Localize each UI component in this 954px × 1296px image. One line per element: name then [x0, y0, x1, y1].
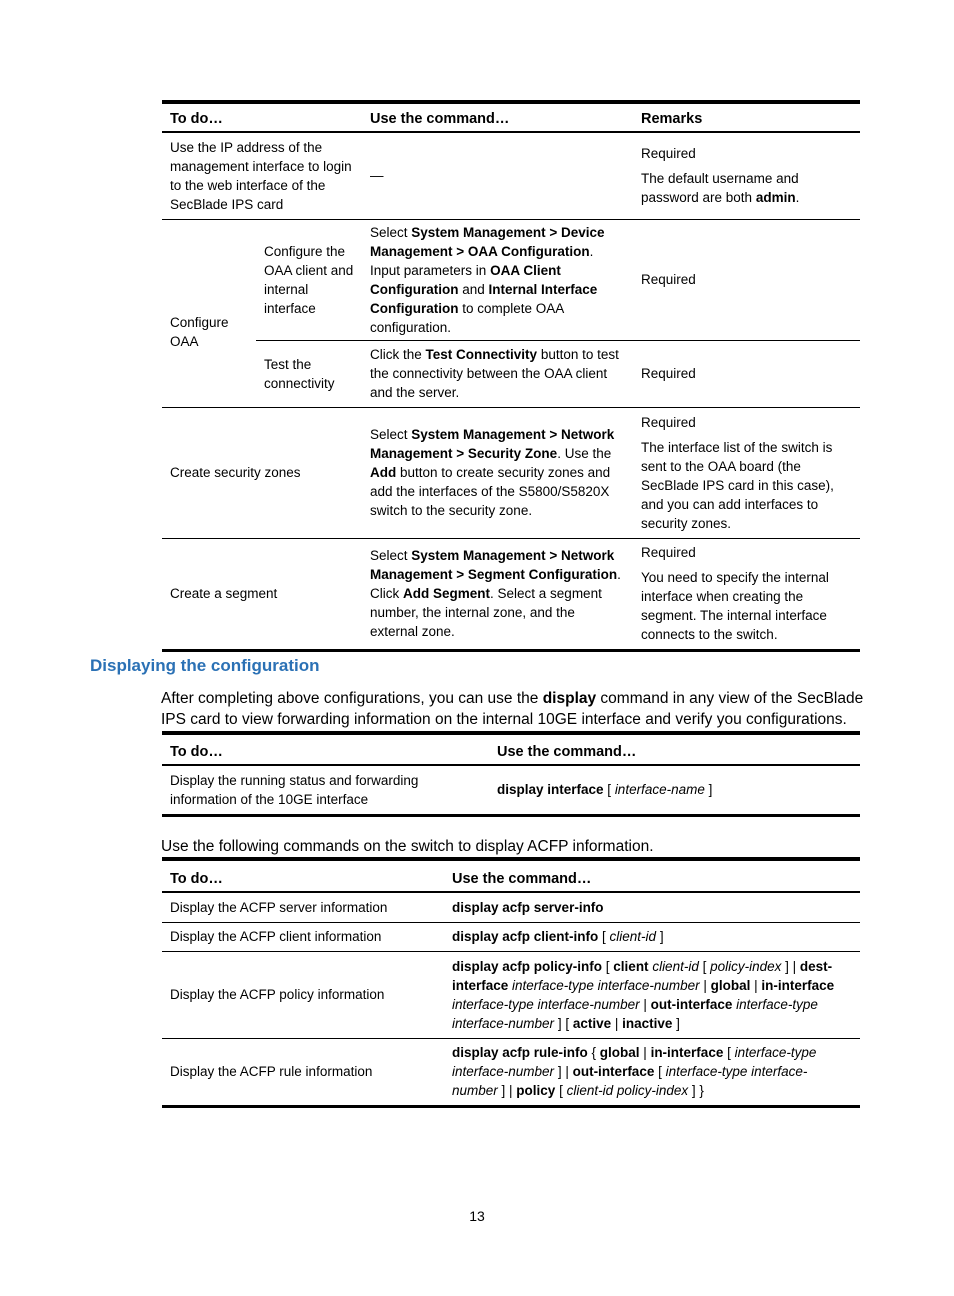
row-command: display acfp client-info [ client-id ] [452, 929, 664, 944]
header-todo: To do… [170, 871, 223, 887]
table-row [162, 951, 860, 1038]
section-title: Displaying the configuration [90, 656, 320, 675]
remark-text: You need to specify the internal interface when creating the segment. The internal interface connects to the switch. [641, 570, 829, 642]
table-header-row [162, 102, 860, 132]
table-row [162, 407, 860, 538]
row-command: display acfp policy-info [ client client-id [ policy-index ] | dest-interface interface-type interface-number | global | in-interface interface-type interface-number | out-interface interface-type interface-number ] [ active | inactive ] [452, 958, 835, 1031]
table-row [162, 340, 860, 407]
header-command: Use the command… [370, 111, 510, 127]
table-row [162, 765, 860, 815]
table-row [162, 219, 860, 340]
row-todo: Display the ACFP server information [170, 899, 388, 915]
row-remarks [633, 407, 860, 538]
table-row [162, 922, 860, 951]
row-todo: Display the ACFP client information [170, 929, 382, 944]
header-command: Use the command… [497, 744, 637, 760]
row-command: Click the Test Connectivity button to test the connectivity between the OAA client and the server. [370, 347, 619, 400]
remark-text: The default username and password are both admin. [641, 171, 800, 206]
row-todo: Create a segment [170, 586, 278, 601]
row-todo: Test the connectivity [264, 356, 335, 391]
table-row [162, 538, 860, 650]
row-command: Select System Management > Network Management > Segment Configuration. Click Add Segment. Select a segment number, the internal zone, and the external zone. [370, 548, 621, 639]
table-row [162, 132, 860, 219]
row-command: — [370, 168, 384, 184]
table-row [162, 892, 860, 922]
page-number: 13 [469, 1208, 485, 1224]
remark-text: The interface list of the switch is sent to the OAA board (the SecBlade IPS card in this case), and you can add interfaces to security zones. [641, 439, 834, 531]
paragraph-display-intro: After completing above configurations, you can use the display command in any view of the SecBlade IPS card to view forwarding information on the internal 10GE interface and verify you configurations. [161, 690, 864, 728]
header-todo: To do… [170, 744, 223, 760]
acfp-display-table [162, 857, 860, 1108]
header-command: Use the command… [452, 871, 592, 887]
row-remarks [633, 538, 860, 650]
row-remarks: Required [641, 366, 696, 381]
row-command: display acfp server-info [452, 899, 604, 915]
row-command: display acfp rule-info { global | in-interface [ interface-type interface-number ] | out-interface [ interface-type interface-number ] | policy [ client-id policy-index ] } [452, 1045, 817, 1098]
header-remarks: Remarks [641, 111, 703, 127]
header-todo: To do… [170, 111, 223, 127]
remark-required: Required [641, 146, 696, 162]
row-remarks [633, 132, 860, 219]
table-header-row [162, 859, 860, 892]
remark-required: Required [641, 414, 696, 430]
display-interface-table [162, 731, 860, 817]
row-todo: Create security zones [170, 465, 301, 480]
row-todo: Configure the OAA client and internal interface [256, 219, 362, 340]
table-header-row [162, 733, 860, 765]
oaa-config-table [162, 100, 860, 652]
row-todo: Display the ACFP rule information [170, 1064, 373, 1079]
row-command: Select System Management > Network Management > Security Zone. Use the Add button to create security zones and add the interfaces of the S5800/S5820X switch to the security zone. [370, 427, 615, 518]
configure-oaa-label: Configure OAA [170, 314, 229, 349]
table-row [162, 1038, 860, 1106]
row-command: display interface [ interface-name ] [497, 782, 713, 798]
row-remarks: Required [633, 219, 860, 340]
row-todo: Display the running status and forwarding information of the 10GE interface [170, 772, 419, 807]
remark-required: Required [641, 545, 696, 560]
row-command: Select System Management > Device Management > OAA Configuration. Input parameters in OAA Client Configuration and Internal Interface Configuration to complete OAA configuration. [362, 219, 633, 340]
row-todo: Use the IP address of the management interface to login to the web interface of the SecBlade IPS card [170, 139, 352, 212]
paragraph-acfp-intro: Use the following commands on the switch to display ACFP information. [161, 838, 654, 855]
row-todo: Display the ACFP policy information [170, 987, 385, 1002]
